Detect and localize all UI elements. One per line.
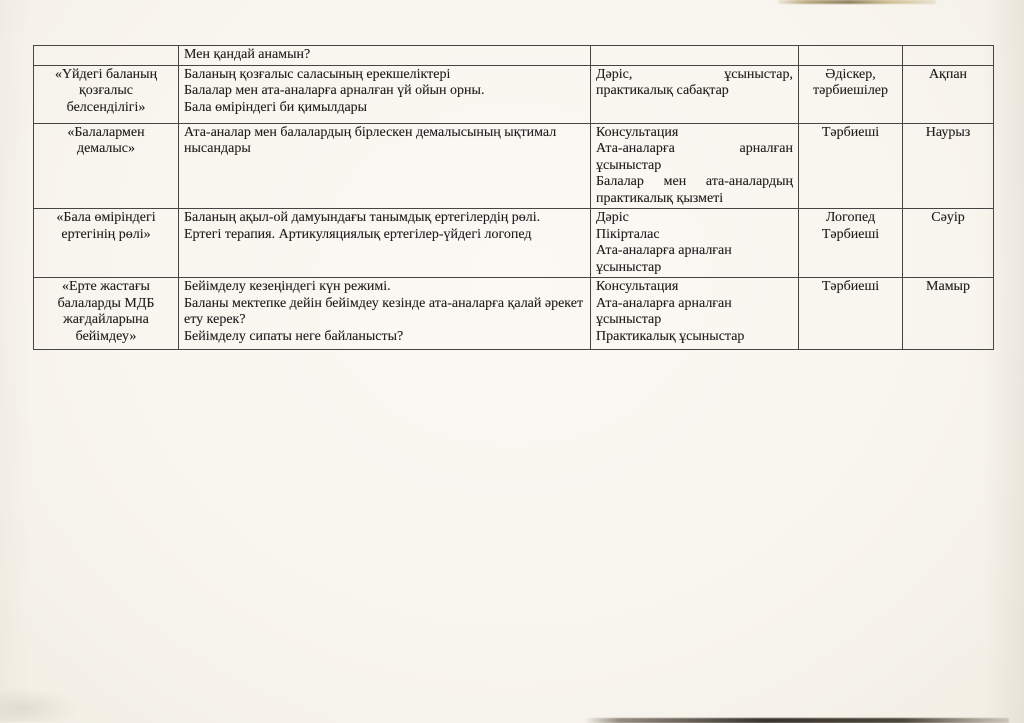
text-line: Ата-аналарға арналған bbox=[596, 295, 732, 311]
text-line: Дәріс bbox=[596, 210, 629, 225]
topic-cell: «Бала өміріндегі ертегінің рөлі» bbox=[34, 209, 179, 278]
content-cell bbox=[179, 46, 591, 66]
responsible-cell bbox=[799, 278, 903, 350]
topic-cell: «Ерте жастағы балаларды МДБ жағдайларына бейімдеу» bbox=[34, 278, 179, 350]
content-cell bbox=[179, 123, 591, 209]
month-cell: Ақпан bbox=[903, 65, 994, 123]
text-line: Бейімделу кезеңіндегі күн режимі. bbox=[184, 279, 391, 294]
responsible-cell bbox=[799, 123, 903, 209]
month-cell: Наурыз bbox=[903, 123, 994, 209]
text-line: Баланың ақыл-ой дамуындағы танымдық ертегілердің рөлі. bbox=[184, 210, 541, 225]
month-cell: Мамыр bbox=[903, 278, 994, 350]
text-line: Дәріс, ұсыныстар, bbox=[596, 66, 793, 82]
text-line: Ата-аналарға арналған bbox=[596, 141, 793, 156]
text-line: Әдіскер, тәрбиешілер bbox=[812, 66, 889, 98]
table-row bbox=[34, 209, 994, 278]
text-line: практикалық қызметі bbox=[596, 190, 724, 206]
text-line: Тәрбиеші bbox=[821, 226, 880, 242]
form-cell bbox=[591, 46, 799, 66]
text-line: Ата-аналар мен балалардың бірлескен демалысының ықтимал нысандары bbox=[184, 124, 557, 156]
responsible-cell bbox=[799, 46, 903, 66]
table-row bbox=[34, 46, 994, 66]
text-line: Логопед bbox=[825, 210, 876, 225]
text-line: Балалар мен ата-аналардың bbox=[596, 174, 793, 189]
scan-artifact-smudge bbox=[0, 688, 80, 722]
text-line: Консультация bbox=[596, 124, 679, 140]
parent-work-plan-table bbox=[33, 45, 994, 350]
topic-cell: «Балалармен демалыс» bbox=[34, 123, 179, 209]
text-line: Баланың қозғалыс саласының ерекшеліктері bbox=[184, 66, 451, 82]
text-line: Ертегі терапия. Артикуляциялық ертегілер-үйдегі логопед bbox=[184, 226, 532, 242]
form-cell bbox=[591, 278, 799, 350]
month-cell bbox=[903, 46, 994, 66]
text-line: Бейімделу сипаты неге байланысты? bbox=[184, 328, 404, 344]
month-cell: Сәуір bbox=[903, 209, 994, 278]
table-row bbox=[34, 65, 994, 123]
content-cell bbox=[179, 65, 591, 123]
text-line: Ата-аналарға арналған bbox=[596, 243, 732, 258]
table-row bbox=[34, 123, 994, 209]
text-line: Тәрбиеші bbox=[821, 124, 880, 140]
text-line: Консультация bbox=[596, 279, 679, 294]
content-cell bbox=[179, 278, 591, 350]
scan-artifact-top-strip bbox=[778, 0, 936, 4]
text-line: ұсыныстар bbox=[596, 312, 662, 327]
responsible-cell bbox=[799, 65, 903, 123]
form-cell bbox=[591, 123, 799, 209]
topic-cell bbox=[34, 46, 179, 66]
text-line: Бала өміріндегі би қимылдары bbox=[184, 99, 368, 115]
text-line: Балалар мен ата-аналарға арналған үй ойын орны. bbox=[184, 83, 485, 98]
topic-cell: «Үйдегі баланың қозғалыс белсенділігі» bbox=[34, 65, 179, 123]
form-cell bbox=[591, 65, 799, 123]
content-cell bbox=[179, 209, 591, 278]
text-line: Мен қандай анамын? bbox=[184, 47, 311, 62]
form-cell bbox=[591, 209, 799, 278]
table-row bbox=[34, 278, 994, 350]
text-line: практикалық сабақтар bbox=[596, 83, 729, 98]
text-line: Пікірталас bbox=[596, 226, 660, 242]
text-line: ұсыныстар bbox=[596, 259, 662, 275]
text-line: ұсыныстар bbox=[596, 157, 662, 173]
text-line: Практикалық ұсыныстар bbox=[596, 328, 745, 344]
scan-artifact-bottom-strip bbox=[585, 718, 1009, 723]
text-line: Тәрбиеші bbox=[821, 279, 880, 294]
text-line: Баланы мектепке дейін бейімдеу кезінде ата-аналарға қалай әрекет ету керек? bbox=[184, 295, 584, 327]
responsible-cell bbox=[799, 209, 903, 278]
